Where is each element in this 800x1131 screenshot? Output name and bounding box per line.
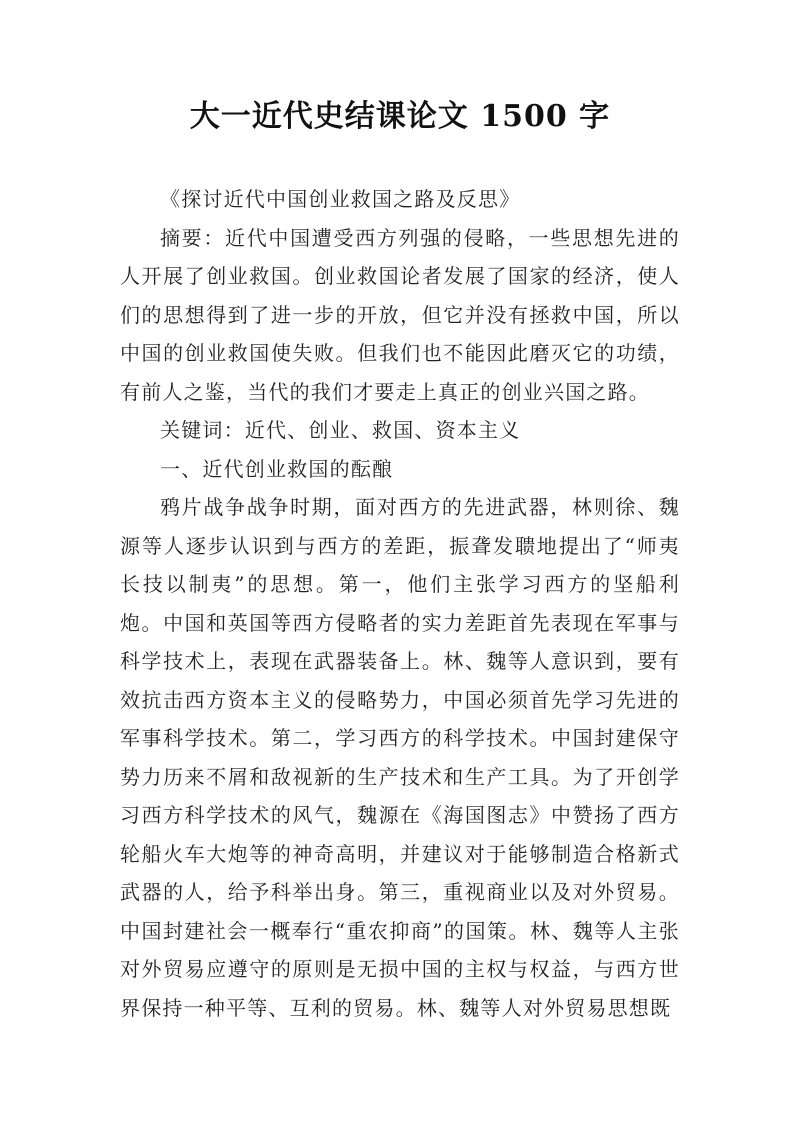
document-title: 大一近代史结课论文 1500 字 [189, 99, 611, 134]
section-heading: 一、近代创业救国的酝酿 [160, 456, 394, 481]
keywords-paragraph: 关键词：近代、创业、救国、资本主义 [160, 418, 521, 442]
abstract-paragraph: 摘要：近代中国遭受西方列强的侵略，一些思想先进的人开展了创业救国。创业救国论者发展了国家的经济，使人们的思想得到了进一步的开放，但它并没有拯救中国，所以中国的创业救国使失败。但我们也不能因此磨灭它的功绩，有前人之鉴，当代的我们才要走上真正的创业兴国之路。 [120, 225, 680, 404]
paper-subtitle: 《探讨近代中国创业救国之路及反思》 [160, 187, 521, 211]
body-paragraph: 鸦片战争战争时期，面对西方的先进武器，林则徐、魏源等人逐步认识到与西方的差距，振聋发聩地提出了“师夷长技以制夷”的思想。第一，他们主张学习西方的坚船利炮。中国和英国等西方侵略者的实力差距首先表现在军事与科学技术上，表现在武器装备上。林、魏等人意识到，要有效抗击西方资本主义的侵略势力，中国必须首先学习先进的军事科学技术。第二，学习西方的科学技术。中国封建保守势力历来不屑和敌视新的生产技术和生产工具。为了开创学习西方科学技术的风气，魏源在《海国图志》中赞扬了西方轮船火车大炮等的神奇高明，并建议对于能够制造合格新式武器的人，给予科举出身。第三，重视商业以及对外贸易。中国封建社会一概奉行“重农抑商”的国策。林、魏等人主张对外贸易应遵守的原则是无损中国的主权与权益，与西方世界保持一种平等、互利的贸易。林、魏等人对外贸易思想既 [120, 495, 680, 1020]
document-body [120, 180, 680, 1027]
